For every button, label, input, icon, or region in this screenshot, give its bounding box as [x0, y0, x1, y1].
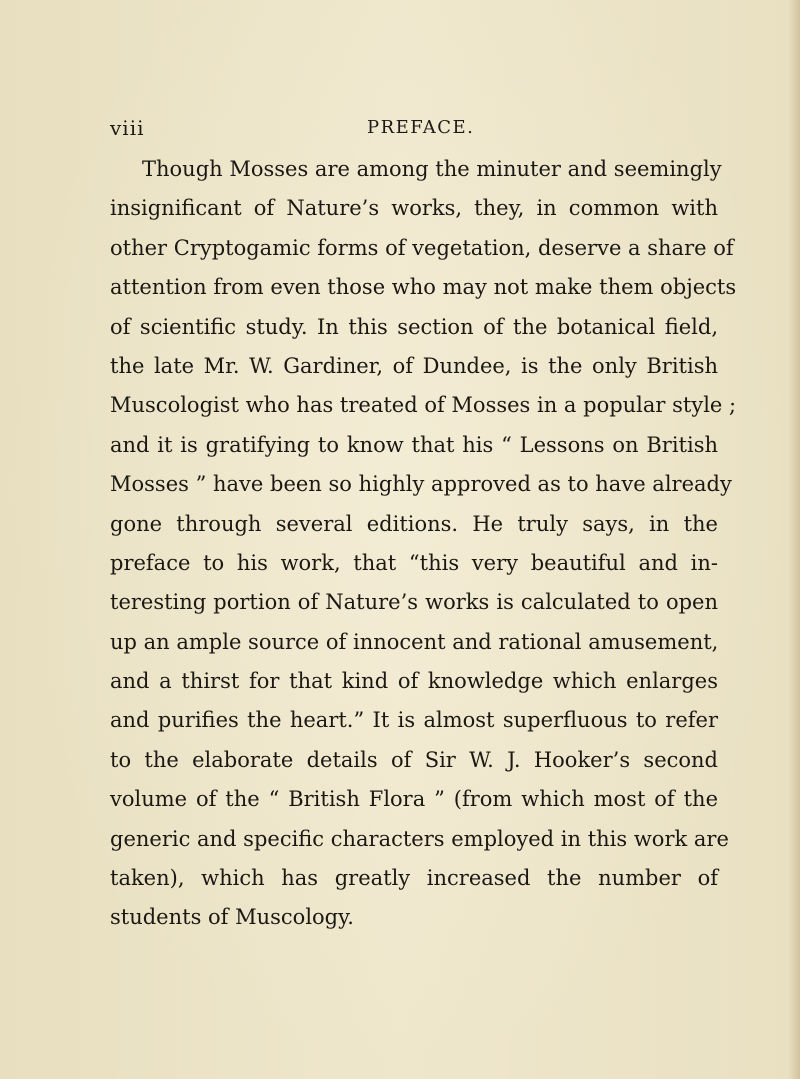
- text-line: and purifies the heart.” It is almost superfluous to refer: [110, 708, 718, 733]
- text-line: other Cryptogamic forms of vegetation, deserve a share of: [110, 235, 734, 260]
- text-line: taken), which has greatly increased the number of: [110, 866, 718, 891]
- text-line: to the elaborate details of Sir W. J. Hooker’s second: [110, 747, 718, 772]
- text-line: and it is gratifying to know that his “ Lessons on British: [110, 432, 718, 457]
- text-line: teresting portion of Nature’s works is calculated to open: [110, 590, 718, 615]
- text-line: gone through several editions. He truly says, in the: [110, 511, 718, 536]
- text-line: the late Mr. W. Gardiner, of Dundee, is the only British: [110, 353, 718, 378]
- text-line: Muscologist who has treated of Mosses in a popular style ;: [110, 393, 737, 418]
- page-number: viii: [110, 116, 145, 140]
- text-line: and a thirst for that kind of knowledge which enlarges: [110, 669, 718, 694]
- text-line: attention from even those who may not make them objects: [110, 275, 737, 300]
- preface-paragraph: [110, 150, 737, 938]
- text-line: students of Muscology.: [110, 905, 354, 930]
- running-header: [110, 116, 710, 144]
- text-line: up an ample source of innocent and rational amusement,: [110, 629, 719, 654]
- text-line: generic and specific characters employed in this work are: [110, 826, 729, 851]
- text-line: Mosses ” have been so highly approved as to have already: [110, 472, 732, 497]
- text-line: of scientific study. In this section of the botanical field,: [110, 314, 718, 339]
- text-line: preface to his work, that “this very beautiful and in-: [110, 550, 718, 575]
- text-line: insignificant of Nature’s works, they, in common with: [110, 196, 718, 221]
- running-title: PREFACE.: [367, 117, 475, 138]
- text-line: Though Mosses are among the minuter and seemingly: [142, 157, 722, 181]
- page-edge-shadow: [788, 0, 800, 1079]
- text-line: volume of the “ British Flora ” (from which most of the: [110, 787, 718, 812]
